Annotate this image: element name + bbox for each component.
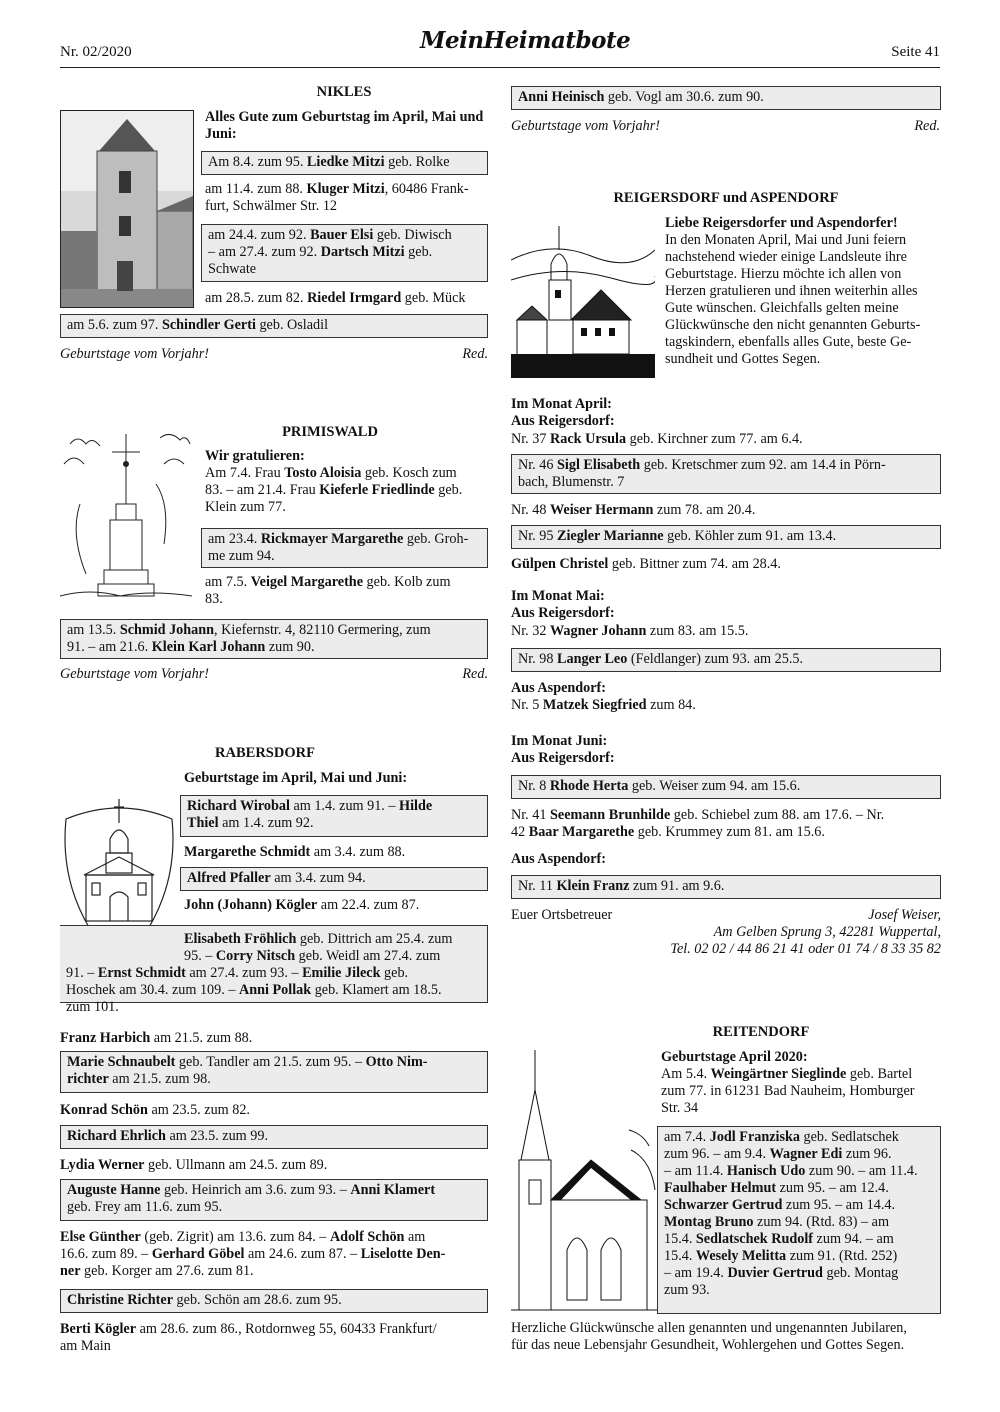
closing-text: Herzliche Glückwünsche allen genannten und ungenannten Jubilaren, für das neue Lebensjahr Gesundheit, Wohlergehen und Gottes Segen.: [511, 1320, 907, 1353]
birthday-entry: Berti Kögler am 28.6. zum 86., Rotdornweg 55, 60433 Frankfurt/ am Main: [60, 1321, 437, 1354]
section-intro: Alles Gute zum Geburtstag im April, Mai und Juni:: [205, 109, 484, 142]
birthday-entry: Franz Harbich am 21.5. zum 88.: [60, 1030, 253, 1046]
section-reitendorf: [511, 1024, 941, 1359]
editor-mark: Red.: [462, 666, 488, 682]
birthday-entry: Gülpen Christel geb. Bittner zum 74. am 28.4.: [511, 556, 781, 572]
birthday-entry-highlight: Anni Heinisch geb. Vogl am 30.6. zum 90.: [511, 86, 941, 110]
editor-mark: Red.: [914, 118, 940, 134]
month-heading: Im Monat April:: [511, 396, 612, 412]
birthday-entry: Margarethe Schmidt am 3.4. zum 88.: [184, 844, 406, 860]
birthday-entry-highlight-text: 91. – Ernst Schmidt am 27.4. zum 93. – Emilie Jileck geb. Hoschek am 30.4. zum 109. – Anni Pollak geb. Klamert am 18.5. zum 101.: [66, 965, 442, 1015]
editor-mark: Red.: [462, 346, 488, 362]
birthday-entry-highlight: am 24.4. zum 92. Bauer Elsi geb. Diwisch – am 27.4. zum 92. Dartsch Mitzi geb. Schwate: [201, 224, 488, 282]
birthday-entry-highlight: Nr. 11 Klein Franz zum 91. am 9.6.: [511, 875, 941, 899]
birthday-entry-highlight: Richard Wirobal am 1.4. zum 91. – Hilde Thiel am 1.4. zum 92.: [180, 795, 488, 837]
birthday-entry: Am 7.4. Frau Tosto Aloisia geb. Kosch zum 83. – am 21.4. Frau Kieferle Friedlinde geb. Klein zum 77.: [205, 465, 463, 515]
month-heading: Im Monat Juni:: [511, 733, 608, 749]
birthday-entry: Konrad Schön am 23.5. zum 82.: [60, 1102, 250, 1118]
birthday-entry: Lydia Werner geb. Ullmann am 24.5. zum 89.: [60, 1157, 328, 1173]
birthday-entry-highlight: Christine Richter geb. Schön am 28.6. zum 95.: [60, 1289, 488, 1313]
birthday-entry: Else Günther (geb. Zigrit) am 13.6. zum 84. – Adolf Schön am 16.6. zum 89. – Gerhard Göbel am 24.6. zum 87. – Liselotte Den- ner geb. Korger am 27.6. zum 81.: [60, 1229, 446, 1279]
birthday-entry-highlight: Nr. 95 Ziegler Marianne geb. Köhler zum 91. am 13.4.: [511, 525, 941, 549]
birthday-entry-highlight: am 13.5. Schmid Johann, Kiefernstr. 4, 82110 Germering, zum 91. – am 21.6. Klein Karl Johann zum 90.: [60, 619, 488, 659]
footnote: Geburtstage vom Vorjahr!: [511, 118, 660, 134]
signature-address: Am Gelben Sprung 3, 42281 Wuppertal,: [713, 924, 941, 940]
footnote: Geburtstage vom Vorjahr!: [60, 666, 209, 682]
section-rabersdorf: [60, 745, 488, 1360]
section-intro: Geburtstage April 2020:: [661, 1049, 808, 1065]
birthday-entry: Nr. 41 Seemann Brunhilde geb. Schiebel zum 88. am 17.6. – Nr. 42 Baar Margarethe geb. Krummey zum 81. am 15.6.: [511, 807, 885, 840]
section-title: REIGERSDORF und ASPENDORF: [613, 190, 839, 206]
footnote: Geburtstage vom Vorjahr!: [60, 346, 209, 362]
birthday-entry-highlight: Nr. 8 Rhode Herta geb. Weiser zum 94. am 15.6.: [511, 775, 941, 799]
church-tower-photo: [60, 110, 194, 308]
section-reigersdorf: [511, 190, 941, 960]
birthday-entry-highlight: Nr. 46 Sigl Elisabeth geb. Kretschmer zum 92. am 14.4 in Pörn- bach, Blumenstr. 7: [511, 454, 941, 494]
chapel-seal-drawing: [60, 779, 178, 947]
birthday-entry-highlight: am 7.4. Jodl Franziska geb. Sedlatschek zum 96. – am 9.4. Wagner Edi zum 96. – am 11.4. Hanisch Udo zum 90. – am 11.4. Faulhaber Helmut zum 95. – am 12.4. Schwarzer Gertrud zum 95. – am 14.4. Montag Bruno zum 94. (Rtd. 83) – am 15.4. Sedlatschek Rudolf zum 94. – am 15.4. Wesely Melitta zum 91. (Rtd. 252) – am 19.4. Duvier Gertrud geb. Montag zum 93.: [657, 1126, 941, 1314]
section-nikles: [60, 84, 488, 374]
birthday-entry: am 11.4. zum 88. Kluger Mitzi, 60486 Frank- furt, Schwälmer Str. 12: [205, 181, 469, 214]
birthday-entry-highlight: Alfred Pfaller am 3.4. zum 94.: [180, 867, 488, 891]
birthday-entry: Nr. 5 Matzek Siegfried zum 84.: [511, 697, 696, 713]
village-heading: Aus Aspendorf:: [511, 680, 606, 696]
birthday-entry-highlight: Am 8.4. zum 95. Liedke Mitzi geb. Rolke: [201, 151, 488, 175]
signature-phone: Tel. 02 02 / 44 86 21 41 oder 01 74 / 8 33 35 82: [670, 941, 941, 957]
birthday-entry-highlight-text: Elisabeth Fröhlich geb. Dittrich am 25.4. zum 95. – Corry Nitsch geb. Weidl am 27.4. zum: [184, 931, 453, 964]
birthday-entry: Nr. 37 Rack Ursula geb. Kirchner zum 77. am 6.4.: [511, 431, 803, 447]
section-title: REITENDORF: [712, 1024, 810, 1040]
village-heading: Aus Reigersdorf:: [511, 605, 615, 621]
birthday-entry-highlight: Richard Ehrlich am 23.5. zum 99.: [60, 1125, 488, 1149]
birthday-entry: am 28.5. zum 82. Riedel Irmgard geb. Mück: [205, 290, 466, 306]
month-heading: Im Monat Mai:: [511, 588, 605, 604]
issue-number: Nr. 02/2020: [60, 44, 132, 60]
village-heading: Aus Reigersdorf:: [511, 413, 615, 429]
birthday-entry-highlight: Auguste Hanne geb. Heinrich am 3.6. zum 93. – Anni Klamert geb. Frey am 11.6. zum 95.: [60, 1179, 488, 1221]
section-title: RABERSDORF: [215, 745, 315, 761]
birthday-entry: Am 5.4. Weingärtner Sieglinde geb. Bartel zum 77. in 61231 Bad Nauheim, Homburger Str. 34: [661, 1066, 915, 1116]
village-heading: Aus Aspendorf:: [511, 851, 606, 867]
birthday-entry-highlight: Marie Schnaubelt geb. Tandler am 21.5. zum 95. – Otto Nim- richter am 21.5. zum 98.: [60, 1051, 488, 1093]
section-intro: Geburtstage im April, Mai und Juni:: [184, 770, 408, 786]
greeting: Liebe Reigersdorfer und Aspendorfer!: [665, 215, 898, 231]
gothic-church-drawing: [511, 1050, 657, 1320]
birthday-entry-highlight: am 23.4. Rickmayer Margarethe geb. Groh- me zum 94.: [201, 528, 488, 568]
section-title: NIKLES: [316, 84, 372, 100]
birthday-entry-highlight: Nr. 98 Langer Leo (Feldlanger) zum 93. am 25.5.: [511, 648, 941, 672]
page-number: Seite 41: [891, 44, 940, 60]
section-intro: Wir gratulieren:: [205, 448, 305, 464]
birthday-entry-highlight: am 5.6. zum 97. Schindler Gerti geb. Osladil: [60, 314, 488, 338]
birthday-entry: Nr. 32 Wagner Johann zum 83. am 15.5.: [511, 623, 749, 639]
section-title: PRIMISWALD: [282, 424, 378, 440]
birthday-entry: am 7.5. Veigel Margarethe geb. Kolb zum 83.: [205, 574, 451, 607]
header-rule: [60, 67, 940, 68]
wayside-cross-drawing: [60, 424, 192, 606]
section-primiswald: [60, 424, 488, 686]
birthday-entry: John (Johann) Kögler am 22.4. zum 87.: [184, 897, 420, 913]
masthead-logo: MeinHeimatbote: [420, 27, 631, 54]
village-heading: Aus Reigersdorf:: [511, 750, 615, 766]
village-drawing: [511, 220, 655, 378]
signature-name: Josef Weiser,: [868, 907, 941, 923]
intro-text: In den Monaten April, Mai und Juni feiern nachstehend wieder einige Landsleute ihre Geburtstage. Hierzu möchte ich allen von Herzen gratulieren und ihnen weiterhin alles Gute wünschen. Gleichfalls gelten meine Glückwünsche den nicht genannten Geburts- tagskindern, ebenfalls alles Gute, beste Ge- sundheit und Gottes Segen.: [665, 232, 921, 367]
birthday-entry: Nr. 48 Weiser Hermann zum 78. am 20.4.: [511, 502, 756, 518]
signature-label: Euer Ortsbetreuer: [511, 907, 613, 923]
